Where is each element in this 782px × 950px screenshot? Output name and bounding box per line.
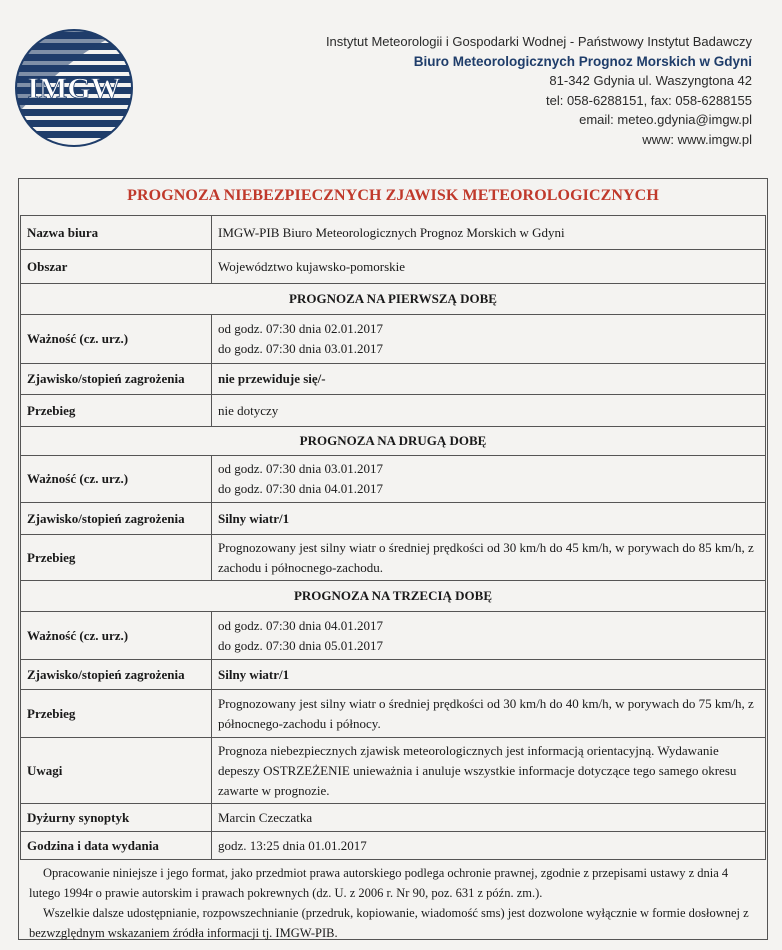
institute-header xyxy=(326,32,752,149)
day3-phenomenon-label: Zjawisko/stopień zagrożenia xyxy=(21,660,212,690)
issued-label: Godzina i data wydania xyxy=(21,832,212,860)
remarks-value: Prognoza niebezpiecznych zjawisk meteorologicznych jest informacją orientacyjną. Wydawanie depeszy OSTRZEŻENIE unieważnia i anuluje wszystkie informacje dotyczące tego samego okresu zawarte w prognozie. xyxy=(212,738,766,804)
office-label: Nazwa biura xyxy=(21,216,212,250)
day1-course-label: Przebieg xyxy=(21,395,212,427)
table-row xyxy=(21,690,766,738)
table-row xyxy=(21,427,766,456)
day3-course-value: Prognozowany jest silny wiatr o średniej prędkości od 30 km/h do 40 km/h, w porywach do 75 km/h, z północnego-zachodu i północy. xyxy=(212,690,766,738)
table-row xyxy=(21,395,766,427)
day2-course-label: Przebieg xyxy=(21,535,212,581)
day2-course-value: Prognozowany jest silny wiatr o średniej prędkości od 30 km/h do 45 km/h, w porywach do 85 km/h, z zachodu i północnego-zachodu. xyxy=(212,535,766,581)
table-row xyxy=(21,738,766,804)
day2-validity-from: od godz. 07:30 dnia 03.01.2017 xyxy=(218,461,384,476)
table-row xyxy=(21,581,766,612)
table-row xyxy=(21,364,766,395)
day2-validity-to: do godz. 07:30 dnia 04.01.2017 xyxy=(218,481,384,496)
table-row xyxy=(21,660,766,690)
institute-name: Instytut Meteorologii i Gospodarki Wodnej - Państwowy Instytut Badawczy xyxy=(325,34,752,49)
table-row xyxy=(21,503,766,535)
logo-lettering: IMGW xyxy=(27,72,121,105)
table-row xyxy=(21,804,766,832)
forecast-table xyxy=(20,215,766,860)
issued-value: godz. 13:25 dnia 01.01.2017 xyxy=(212,832,766,860)
remarks-label: Uwagi xyxy=(21,738,212,804)
day3-validity-to: do godz. 07:30 dnia 05.01.2017 xyxy=(218,637,384,653)
day3-phenomenon-value: Silny wiatr/1 xyxy=(212,660,766,690)
table-row xyxy=(21,250,766,284)
imgw-logo xyxy=(14,28,134,148)
forecaster-label: Dyżurny synoptyk xyxy=(21,804,212,832)
phone-fax: tel: 058-6288151, fax: 058-6288155 xyxy=(545,92,752,108)
copyright-note: Opracowanie niniejsze i jego format, jako przedmiot prawa autorskiego podlega ochronie prawnej, zgodnie z przepisami ustawy z dnia 4 lutego 1994r o prawie autorskim i prawach pokrewnych (dz. U. z 2006 r. Nr 90, poz. 631 z późn. zm.). xyxy=(29,866,729,900)
area-label: Obszar xyxy=(21,250,212,284)
address: 81-342 Gdynia ul. Waszyngtona 42 xyxy=(549,73,752,88)
table-row xyxy=(21,315,766,364)
table-row xyxy=(21,535,766,581)
day1-validity-from: od godz. 07:30 dnia 02.01.2017 xyxy=(218,321,384,336)
table-row xyxy=(21,456,766,503)
day3-validity-label: Ważność (cz. urz.) xyxy=(21,612,212,660)
legal-footer xyxy=(19,863,767,943)
distribution-note: Wszelkie dalsze udostępnianie, rozpowszechnianie (przedruk, kopiowanie, wiadomość sms) jest dozwolone wyłącznie w formie dosłownej z bezwzględnym wskazaniem źródła informacji tj. IMGW-PIB. xyxy=(29,906,749,940)
forecast-document xyxy=(18,178,768,940)
document-title: PROGNOZA NIEBEZPIECZNYCH ZJAWISK METEOROLOGICZNYCH xyxy=(127,187,659,204)
forecaster-value: Marcin Czeczatka xyxy=(212,804,766,832)
area-value: Województwo kujawsko-pomorskie xyxy=(212,250,766,284)
email[interactable]: email: meteo.gdynia@imgw.pl xyxy=(579,112,752,127)
day1-phenomenon-value: nie przewiduje się/- xyxy=(212,364,766,395)
table-row xyxy=(21,284,766,315)
table-row xyxy=(21,612,766,660)
table-row xyxy=(21,832,766,860)
table-row xyxy=(21,216,766,250)
day2-validity-label: Ważność (cz. urz.) xyxy=(21,456,212,503)
day2-phenomenon-value: Silny wiatr/1 xyxy=(212,503,766,535)
website[interactable]: www: www.imgw.pl xyxy=(642,131,752,147)
day3-heading: PROGNOZA NA TRZECIĄ DOBĘ xyxy=(21,581,766,612)
day1-course-value: nie dotyczy xyxy=(212,395,766,427)
day2-heading: PROGNOZA NA DRUGĄ DOBĘ xyxy=(21,427,766,456)
day1-heading: PROGNOZA NA PIERWSZĄ DOBĘ xyxy=(21,284,766,315)
day3-course-label: Przebieg xyxy=(21,690,212,738)
day1-validity-to: do godz. 07:30 dnia 03.01.2017 xyxy=(218,341,384,356)
day1-validity-label: Ważność (cz. urz.) xyxy=(21,315,212,364)
office-value: IMGW-PIB Biuro Meteorologicznych Prognoz Morskich w Gdyni xyxy=(212,216,766,250)
office-name: Biuro Meteorologicznych Prognoz Morskich w Gdyni xyxy=(413,53,752,69)
day2-phenomenon-label: Zjawisko/stopień zagrożenia xyxy=(21,503,212,535)
day1-phenomenon-label: Zjawisko/stopień zagrożenia xyxy=(21,364,212,395)
day3-validity-from: od godz. 07:30 dnia 04.01.2017 xyxy=(218,617,384,633)
